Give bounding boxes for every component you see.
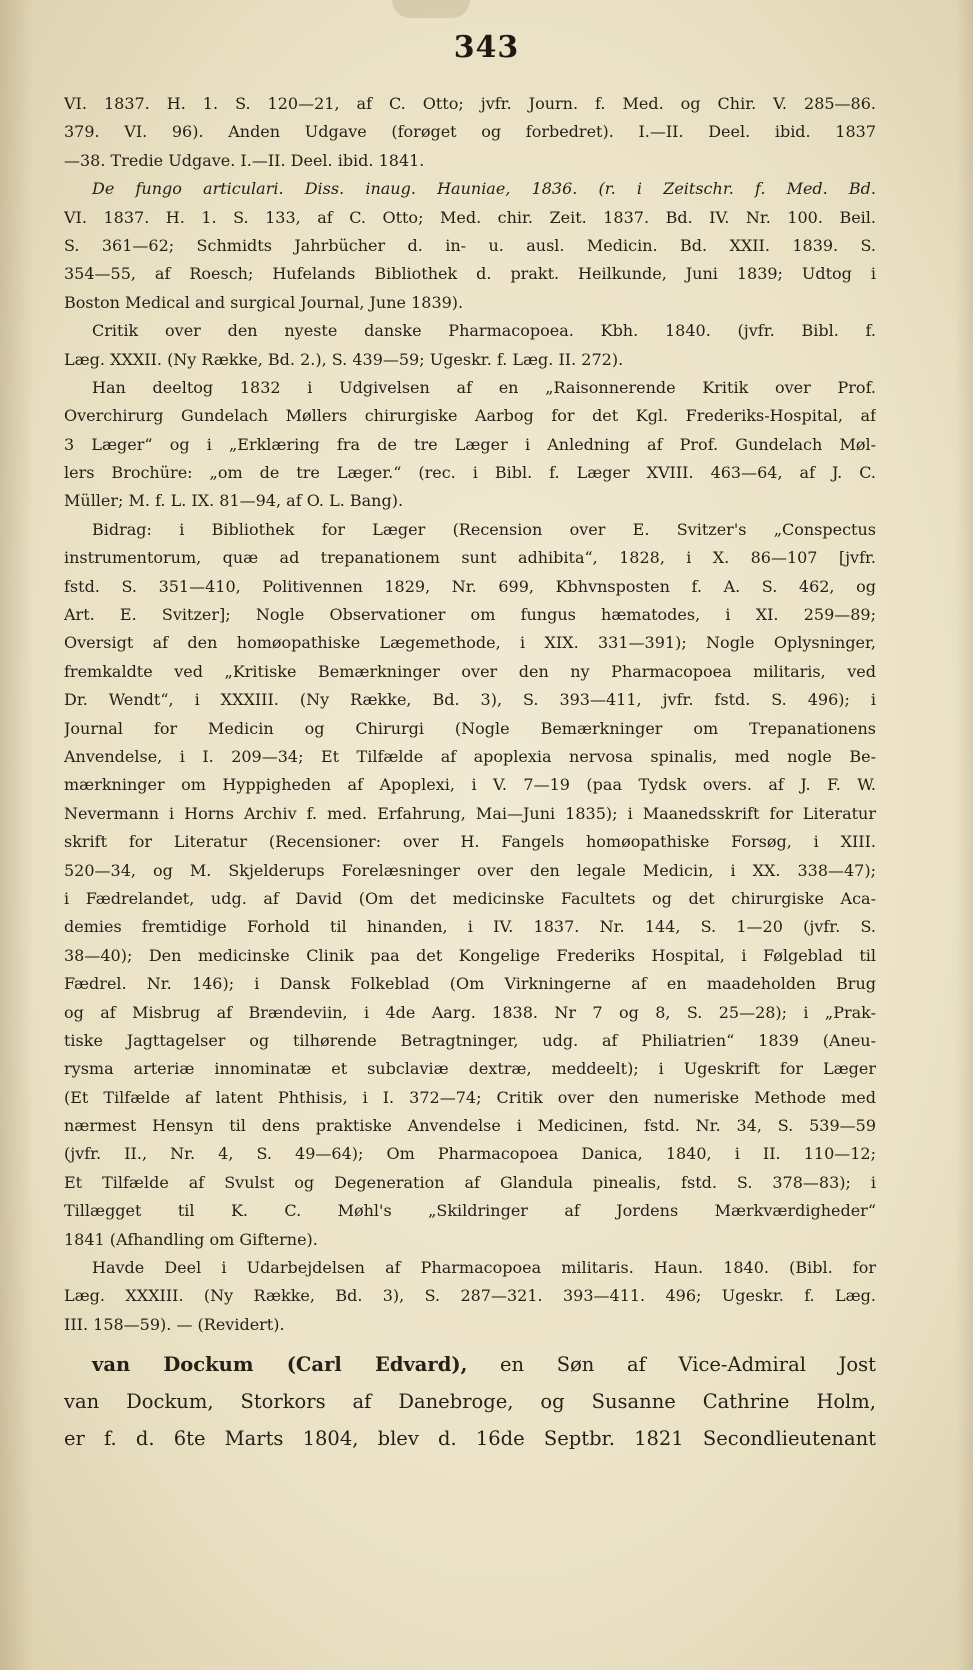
text-line: fremkaldte ved „Kritiske Bemærkninger over den ny Pharmacopoea militaris, ved <box>64 661 876 681</box>
text-line: Bidrag: i Bibliothek for Læger (Recension over E. Svitzer's „Conspectus <box>92 519 876 539</box>
text-line: Læg. XXXII. (Ny Række, Bd. 2.), S. 439—59; Ugeskr. f. Læg. II. 272). <box>64 349 624 369</box>
entry-heading-line: van Dockum, Storkors af Danebroge, og Susanne Cathrine Holm, <box>64 1390 876 1414</box>
text-line: Dr. Wendt“, i XXXIII. (Ny Række, Bd. 3), S. 393—411, jvfr. fstd. S. 496); i <box>64 690 876 710</box>
text-line: skrift for Literatur (Recensioner: over H. Fangels homøopathiske Forsøg, i XIII. <box>64 832 876 852</box>
text-line: Fædrel. Nr. 146); i Dansk Folkeblad (Om Virkningerne af en maadeholden Brug <box>64 974 876 994</box>
entry-heading <box>64 1346 876 1457</box>
text-line: Nevermann i Horns Archiv f. med. Erfahrung, Mai—Juni 1835); i Maanedsskrift for Literatur <box>64 803 876 823</box>
text-line: 1841 (Afhandling om Gifterne). <box>64 1229 318 1249</box>
text-line: Læg. XXXIII. (Ny Række, Bd. 3), S. 287—321. 393—411. 496; Ugeskr. f. Læg. <box>64 1286 876 1306</box>
text-line: Anvendelse, i I. 209—34; Et Tilfælde af apoplexia nervosa spinalis, med nogle Be- <box>64 746 876 766</box>
text-line: III. 158—59). — (Revidert). <box>64 1314 285 1334</box>
body-text <box>64 90 876 1457</box>
text-line: (jvfr. II., Nr. 4, S. 49—64); Om Pharmacopoea Danica, 1840, i II. 110—12; <box>64 1144 876 1164</box>
entry-heading-line: er f. d. 6te Marts 1804, blev d. 16de Septbr. 1821 Secondlieutenant <box>64 1427 876 1451</box>
text-line: 38—40); Den medicinske Clinik paa det Kongelige Frederiks Hospital, i Følgeblad til <box>64 945 876 965</box>
text-line: —38. Tredie Udgave. I.—II. Deel. ibid. 1841. <box>64 150 425 170</box>
text-line: tiske Jagttagelser og tilhørende Betragtninger, udg. af Philiatrien“ 1839 (Aneu- <box>64 1030 876 1050</box>
text-line: Tillægget til K. C. Møhl's „Skildringer af Jordens Mærkværdigheder“ <box>64 1201 876 1221</box>
text-line: lers Brochüre: „om de tre Læger.“ (rec. i Bibl. f. Læger XVIII. 463—64, af J. C. <box>64 463 876 483</box>
text-line: Oversigt af den homøopathiske Lægemethode, i XIX. 331—391); Nogle Oplysninger, <box>64 633 876 653</box>
text-line: rysma arteriæ innominatæ et subclaviæ dextræ, meddeelt); i Ugeskrift for Læger <box>64 1059 876 1079</box>
text-line: Havde Deel i Udarbejdelsen af Pharmacopoea militaris. Haun. 1840. (Bibl. for <box>92 1258 876 1278</box>
entry-intro: en Søn af Vice-Admiral Jost <box>467 1353 876 1377</box>
text-line: Boston Medical and surgical Journal, June 1839). <box>64 292 464 312</box>
text-line: i Fædrelandet, udg. af David (Om det medicinske Facultets og det chirurgiske Aca- <box>64 888 876 908</box>
text-line: VI. 1837. H. 1. S. 133, af C. Otto; Med. chir. Zeit. 1837. Bd. IV. Nr. 100. Beil. <box>64 207 876 227</box>
text-line: 379. VI. 96). Anden Udgave (forøget og forbedret). I.—II. Deel. ibid. 1837 <box>64 122 876 142</box>
text-line: mærkninger om Hyppigheden af Apoplexi, i V. 7—19 (paa Tydsk overs. af J. F. W. <box>64 775 876 795</box>
text-line: Müller; M. f. L. IX. 81—94, af O. L. Bang). <box>64 491 404 511</box>
text-line: Critik over den nyeste danske Pharmacopoea. Kbh. 1840. (jvfr. Bibl. f. <box>92 321 876 341</box>
text-line: De fungo articulari. Diss. inaug. Hauniae, 1836. (r. i Zeitschr. f. Med. Bd. <box>92 179 876 199</box>
paper-stain <box>392 0 470 18</box>
text-line: Journal for Medicin og Chirurgi (Nogle Bemærkninger om Trepanationens <box>64 718 876 738</box>
text-line: fstd. S. 351—410, Politivennen 1829, Nr. 699, Kbhvnsposten f. A. S. 462, og <box>64 576 876 596</box>
text-line: VI. 1837. H. 1. S. 120—21, af C. Otto; jvfr. Journ. f. Med. og Chir. V. 285—86. <box>64 94 876 113</box>
entry-heading-line <box>64 1346 876 1383</box>
text-line: Et Tilfælde af Svulst og Degeneration af Glandula pinealis, fstd. S. 378—83); i <box>64 1172 876 1192</box>
text-line: 520—34, og M. Skjelderups Forelæsninger over den legale Medicin, i XX. 338—47); <box>64 860 876 880</box>
text-line: og af Misbrug af Brændeviin, i 4de Aarg. 1838. Nr 7 og 8, S. 25—28); i „Prak- <box>64 1002 876 1022</box>
page-number: 343 <box>453 30 520 65</box>
text-line: Art. E. Svitzer]; Nogle Observationer om fungus hæmatodes, i XI. 259—89; <box>64 605 876 625</box>
text-line: (Et Tilfælde af latent Phthisis, i I. 372—74; Critik over den numeriske Methode med <box>64 1087 876 1107</box>
text-line: Overchirurg Gundelach Møllers chirurgiske Aarbog for det Kgl. Frederiks-Hospital, af <box>64 406 876 426</box>
text-line: Han deeltog 1832 i Udgivelsen af en „Raisonnerende Kritik over Prof. <box>92 377 876 397</box>
text-line: 354—55, af Roesch; Hufelands Bibliothek d. prakt. Heilkunde, Juni 1839; Udtog i <box>64 264 876 284</box>
text-line: demies fremtidige Forhold til hinanden, i IV. 1837. Nr. 144, S. 1—20 (jvfr. S. <box>64 917 876 937</box>
text-line: instrumentorum, quæ ad trepanationem sunt adhibita“, 1828, i X. 86—107 [jvfr. <box>64 548 876 568</box>
text-line: nærmest Hensyn til dens praktiske Anvendelse i Medicinen, fstd. Nr. 34, S. 539—59 <box>64 1116 876 1136</box>
text-line: 3 Læger“ og i „Erklæring fra de tre Læger i Anledning af Prof. Gundelach Møl- <box>64 434 876 454</box>
text-line: S. 361—62; Schmidts Jahrbücher d. in- u. ausl. Medicin. Bd. XXII. 1839. S. <box>64 235 876 255</box>
entry-name: van Dockum (Carl Edvard), <box>92 1353 468 1377</box>
